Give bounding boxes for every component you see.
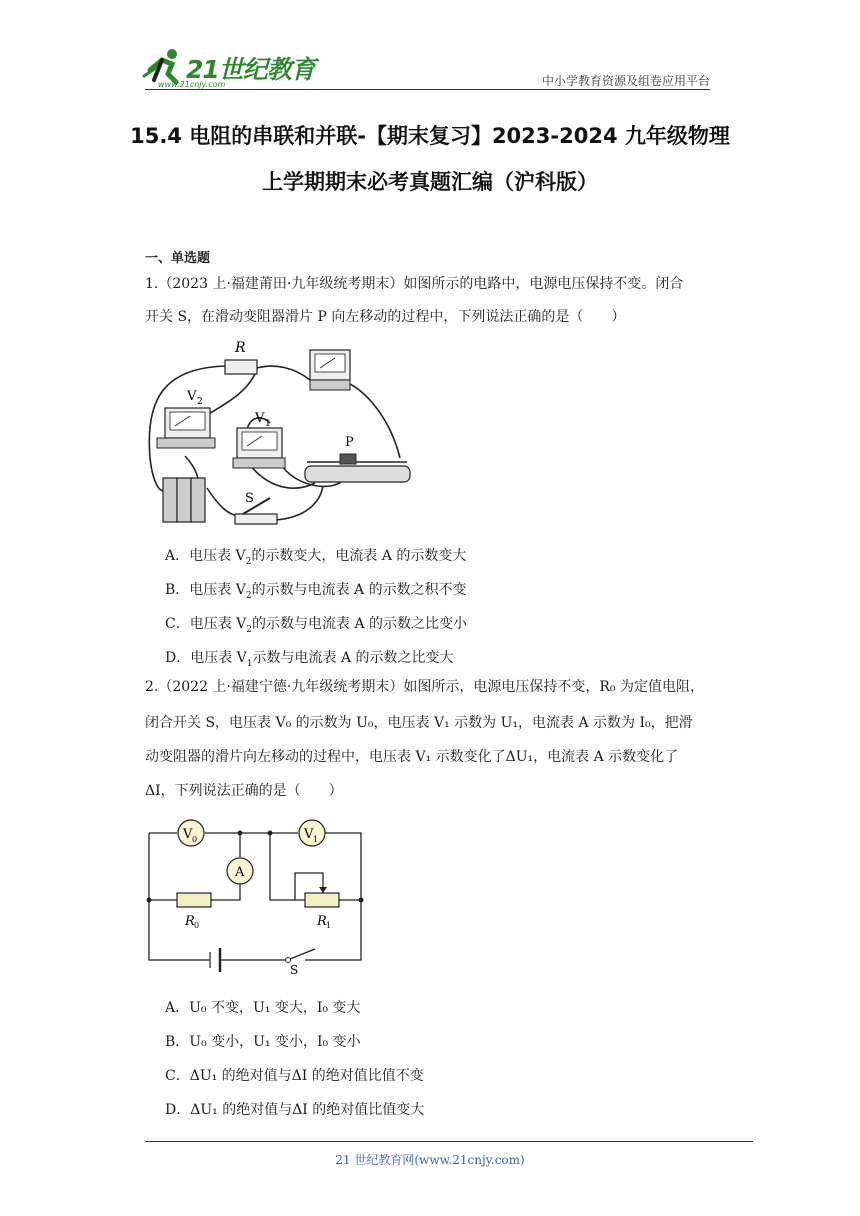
- label-v0-sub: 0: [192, 835, 198, 844]
- label-a: A: [235, 865, 245, 880]
- label-v1: V: [255, 411, 265, 426]
- label-s: S: [290, 963, 299, 977]
- label-v1-sub: 1: [265, 419, 271, 429]
- label-v0: V: [183, 827, 193, 842]
- resistor-r0-icon: [177, 893, 211, 907]
- q2-stem-line4: ΔI，下列说法正确的是（ ）: [145, 783, 343, 799]
- header-platform-name: 中小学教育资源及组卷应用平台: [541, 74, 710, 88]
- resistor-r-icon: [225, 360, 257, 374]
- q1-option-d[interactable]: D．电压表 $V_1$示数与电流表 A 的示数之比变大: [165, 650, 454, 669]
- section-heading: 一、单选题: [145, 251, 211, 266]
- q1-option-c[interactable]: C．电压表 $V_2$的示数与电流表 A 的示数之比变小: [165, 616, 468, 635]
- label-r0: R: [185, 914, 195, 929]
- q2-stem-line2: 闭合开关 S，电压表 V₀ 的示数为 U₀，电压表 V₁ 示数为 U₁，电流表 A 示数为 I₀，把滑: [145, 715, 693, 731]
- label-p: P: [345, 435, 354, 450]
- q2-option-c[interactable]: C．ΔU₁ 的绝对值与ΔI 的绝对值比值不变: [165, 1068, 424, 1084]
- q2-option-a[interactable]: A．U₀ 不变，U₁ 变大，I₀ 变大: [165, 1000, 361, 1016]
- rheostat-icon: [305, 466, 410, 482]
- q1-stem-line2: 开关 S，在滑动变阻器滑片 P 向左移动的过程中，下列说法正确的是（ ）: [145, 309, 626, 325]
- logo-text: 21世纪教育: [186, 55, 315, 84]
- footer-link[interactable]: 21 世纪教育网(www.21cnjy.com): [335, 1153, 525, 1167]
- battery-icon: [163, 478, 177, 522]
- rheostat-r1-icon: [305, 893, 339, 907]
- q1-stem-line1: 1.（2023 上·福建莆田·九年级统考期末）如图所示的电路中，电源电压保持不变。闭合: [145, 276, 684, 292]
- q2-option-b[interactable]: B．U₀ 变小，U₁ 变小，I₀ 变小: [165, 1034, 361, 1050]
- label-v2-sub: 2: [197, 397, 203, 407]
- q1-circuit-figure: [145, 338, 420, 533]
- header-divider: [145, 89, 710, 90]
- q2-option-d[interactable]: D．ΔU₁ 的绝对值与ΔI 的绝对值比值变大: [165, 1102, 425, 1118]
- label-r1: R: [317, 914, 327, 929]
- q1-option-b[interactable]: B．电压表 $V_2$的示数与电流表 A 的示数之积不变: [165, 582, 467, 601]
- switch-icon: [235, 514, 277, 524]
- switch-icon: [290, 949, 315, 959]
- q2-stem-line1: 2.（2022 上·福建宁德·九年级统考期末）如图所示，电源电压保持不变，R₀ 为定值电阻，: [145, 679, 704, 695]
- label-v1-sub: 1: [313, 835, 319, 844]
- page-title-line1: 15.4 电阻的串联和并联-【期末复习】2023-2024 九年级物理: [130, 124, 730, 148]
- label-r: R: [235, 340, 246, 356]
- q2-stem-line3: 动变阻器的滑片向左移动的过程中，电压表 V₁ 示数变化了ΔU₁，电流表 A 示数变化了: [145, 749, 679, 765]
- label-r1-sub: 1: [326, 921, 332, 930]
- q2-circuit-figure: [145, 815, 370, 980]
- label-v1: V: [304, 827, 314, 842]
- q1-option-a[interactable]: A．电压表 $V_2$的示数变大，电流表 A 的示数变大: [165, 548, 467, 567]
- page-title-line2: 上学期期末必考真题汇编（沪科版）: [262, 170, 598, 194]
- logo-url: www.21cnjy.com: [158, 80, 226, 89]
- label-r0-sub: 0: [194, 921, 200, 930]
- footer-divider: [145, 1141, 753, 1142]
- label-v2: V: [187, 389, 197, 404]
- label-s: S: [245, 491, 254, 506]
